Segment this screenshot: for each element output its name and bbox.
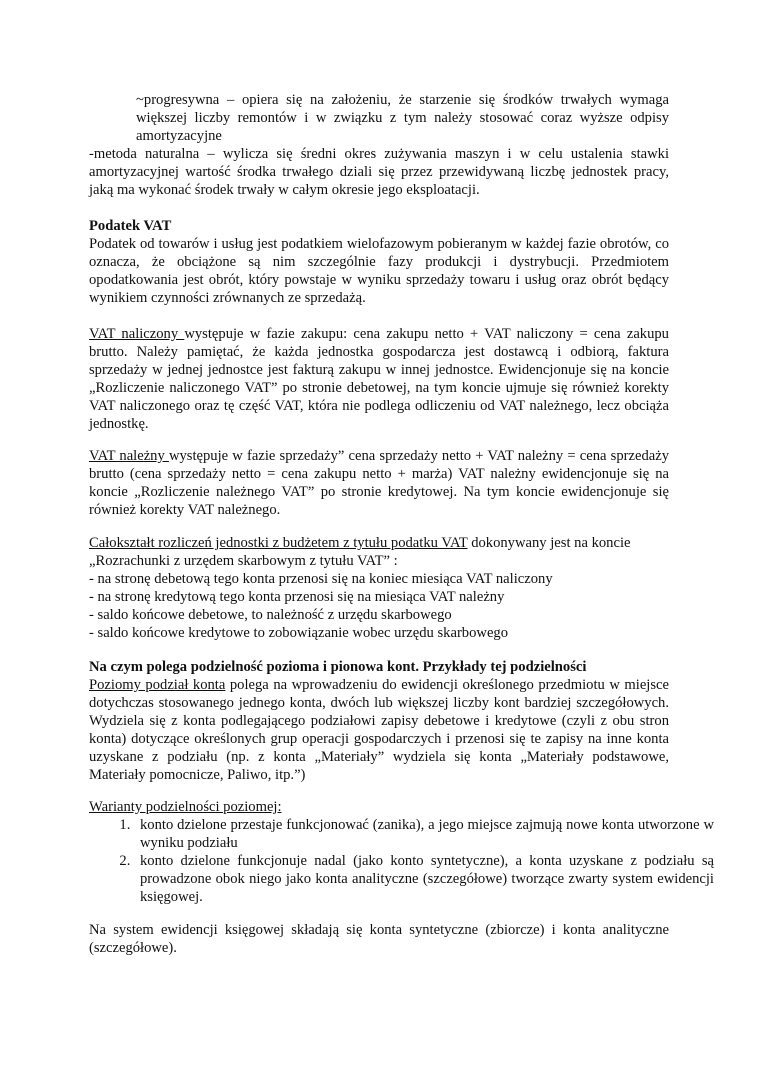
- list-item: - saldo końcowe kredytowe to zobowiązanie wobec urzędu skarbowego: [89, 625, 509, 641]
- list-item: - saldo końcowe debetowe, to należność z urzędu skarbowego: [89, 607, 452, 623]
- horizontal-division-term: Poziomy podział konta: [89, 677, 226, 693]
- vat-naliczony-term: VAT naliczony: [89, 326, 185, 342]
- list-item: 2. konto dzielone funkcjonuje nadal (jako konto syntetyczne), a konta uzyskane z podziału są prowadzone obok niego jako konta analityczne (szczegółowe) tworzące zwarty system ewidencji księgowej.: [134, 852, 714, 906]
- list-item: 1. konto dzielone przestaje funkcjonować (zanika), a jego miejsce zajmują nowe konta utworzone w wyniku podziału: [134, 816, 714, 852]
- vat-nalezny-text: występuje w fazie sprzedaży” cena sprzedaży netto + VAT należny = cena sprzedaży brutto (cena sprzedaży netto = cena zakupu netto + marża) VAT należny ewidencjonuje się na koncie „Rozliczenie należnego VAT” po stronie kredytowej. Na tym koncie ewidencjonuje się również korekty VAT należnego.: [89, 448, 669, 518]
- vat-settlement-paragraph: [89, 534, 669, 570]
- horizontal-division-paragraph: [89, 676, 669, 784]
- list-item: - na stronę debetową tego konta przenosi się na koniec miesiąca VAT naliczony: [89, 571, 553, 587]
- vat-settlement-section: [89, 534, 669, 642]
- vat-naliczony-text: występuje w fazie zakupu: cena zakupu netto + VAT naliczony = cena zakupu brutto. Należy pamiętać, że każda jednostka gospodarcza jest dostawcą i odbiorą, faktura sprzedaży w jednej jednostce jest fakturą zakupu w innej jednostce. Ewidencjonuje się na koncie „Rozliczenie naliczonego VAT” po stronie debetowej, na tym koncie ujmuje się również korekty VAT naliczonego oraz tę część VAT, która nie podlega odliczeniu od VAT należnego, lecz obciąża jednostkę.: [89, 326, 669, 432]
- vat-intro-paragraph: Podatek od towarów i usług jest podatkiem wielofazowym pobieranym w każdej fazie obrotów, co oznacza, że obciążone są nim szczególnie fazy produkcji i dystrybucji. Przedmiotem opodatkowania jest obrót, który powstaje w wyniku sprzedaży towaru i usług oraz obrót będący wynikiem czynności zrównanych ze sprzedażą.: [89, 236, 669, 306]
- vat-settlement-term: Całokształt rozliczeń jednostki z budżetem z tytułu podatku VAT: [89, 535, 468, 551]
- natural-method-paragraph: -metoda naturalna – wylicza się średni okres zużywania maszyn i w celu ustalenia stawki amortyzacyjnej wartość środka trwałego dziali się przez przewidywaną liczbę jednostek pracy, jaką ma wykonać środek trwały w całym okresie jego eksploatacji.: [89, 146, 669, 198]
- division-heading: Na czym polega podzielność pozioma i pionowa kont. Przykłady tej podzielności: [89, 659, 587, 675]
- vat-heading: Podatek VAT: [89, 218, 172, 234]
- vat-naliczony-paragraph: [89, 325, 669, 433]
- vat-nalezny-paragraph: [89, 447, 669, 519]
- closing-paragraph: Na system ewidencji księgowej składają się konta syntetyczne (zbiorcze) i konta analityczne (szczegółowe).: [89, 922, 669, 956]
- progressive-method-paragraph: ~progresywna – opiera się na założeniu, że starzenie się środków trwałych wymaga większej liczby remontów i w związku z tym należy stosować coraz wyższe odpisy amortyzacyjne: [136, 92, 669, 144]
- vat-settlement-text: dokonywany jest na koncie „Rozrachunki z urzędem skarbowym z tytułu VAT” :: [89, 535, 631, 569]
- variants-label: Warianty podzielności poziomej:: [89, 799, 282, 815]
- vat-nalezny-term: VAT należny: [89, 448, 169, 464]
- list-item: - na stronę kredytową tego konta przenosi się na miesiąca VAT należny: [89, 589, 505, 605]
- variants-list: [89, 816, 714, 906]
- horizontal-division-text: polega na wprowadzeniu do ewidencji określonego przedmiotu w miejsce dotychczas stosowanego jednego konta, dwóch lub większej liczby kont bardziej szczegółowych. Wydziela się z konta podlegającego podziałowi zapisy debetowe i kredytowe (czyli z obu stron konta) dotyczące określonych grup operacji gospodarczych i przenosi się te zapisy na inne konta uzyskane z podziału (np. z konta „Materiały” wydziela się konta „Materiały podstawowe, Materiały pomocnicze, Paliwo, itp.”): [89, 677, 669, 783]
